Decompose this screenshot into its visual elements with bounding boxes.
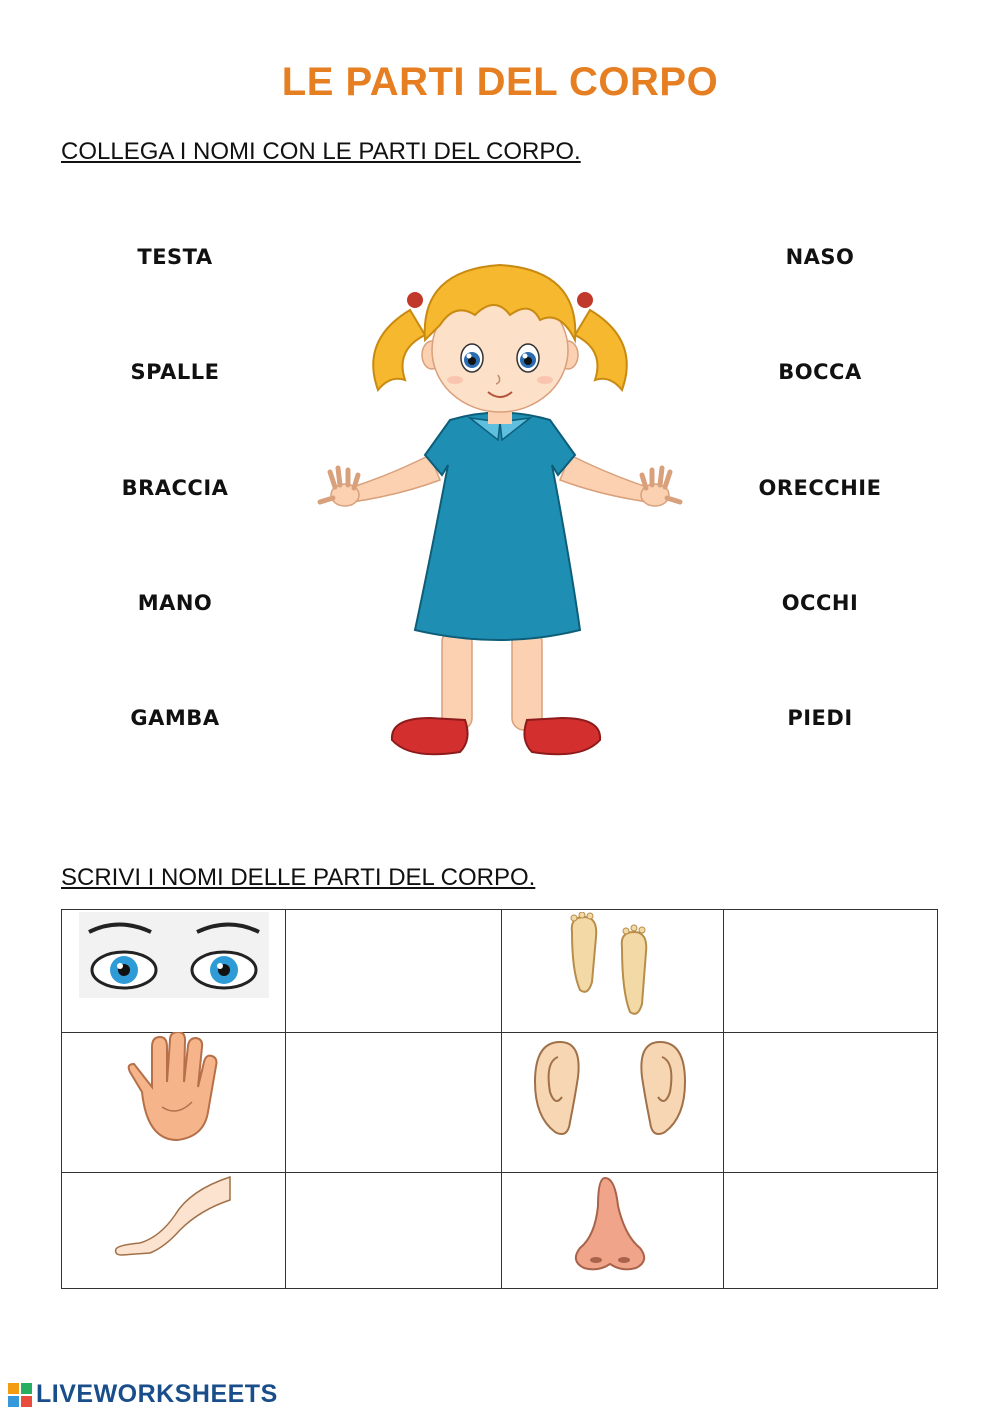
ears-icon (530, 1037, 690, 1139)
answer-cell-ears[interactable] (724, 1033, 939, 1172)
eyes-icon (79, 912, 269, 998)
word-orecchie[interactable]: ORECCHIE (758, 476, 882, 500)
word-braccia[interactable]: BRACCIA (121, 476, 229, 500)
leg-icon (110, 1175, 235, 1265)
feet-icon (562, 912, 662, 1020)
instruction-match: COLLEGA I NOMI CON LE PARTI DEL CORPO. (61, 138, 581, 165)
word-gamba[interactable]: GAMBA (130, 706, 220, 730)
liveworksheets-logo-icon (8, 1383, 32, 1407)
hand-icon (122, 1032, 222, 1148)
word-occhi[interactable]: OCCHI (781, 591, 859, 615)
page-title: LE PARTI DEL CORPO (281, 60, 719, 104)
word-bocca[interactable]: BOCCA (778, 360, 862, 384)
nose-icon (570, 1176, 650, 1274)
word-spalle[interactable]: SPALLE (130, 360, 220, 384)
answer-cell-leg[interactable] (286, 1173, 501, 1289)
girl-illustration (290, 240, 710, 770)
answer-cell-feet[interactable] (724, 910, 939, 1032)
word-piedi[interactable]: PIEDI (787, 706, 853, 730)
footer-brand: LIVEWORKSHEETS (36, 1380, 278, 1408)
word-testa[interactable]: TESTA (137, 245, 213, 269)
answer-cell-hand[interactable] (286, 1033, 501, 1172)
word-mano[interactable]: MANO (137, 591, 213, 615)
answer-table (61, 909, 938, 1289)
answer-cell-eyes[interactable] (286, 910, 501, 1032)
answer-cell-nose[interactable] (724, 1173, 939, 1289)
word-naso[interactable]: NASO (785, 245, 855, 269)
instruction-write: SCRIVI I NOMI DELLE PARTI DEL CORPO. (61, 864, 536, 891)
